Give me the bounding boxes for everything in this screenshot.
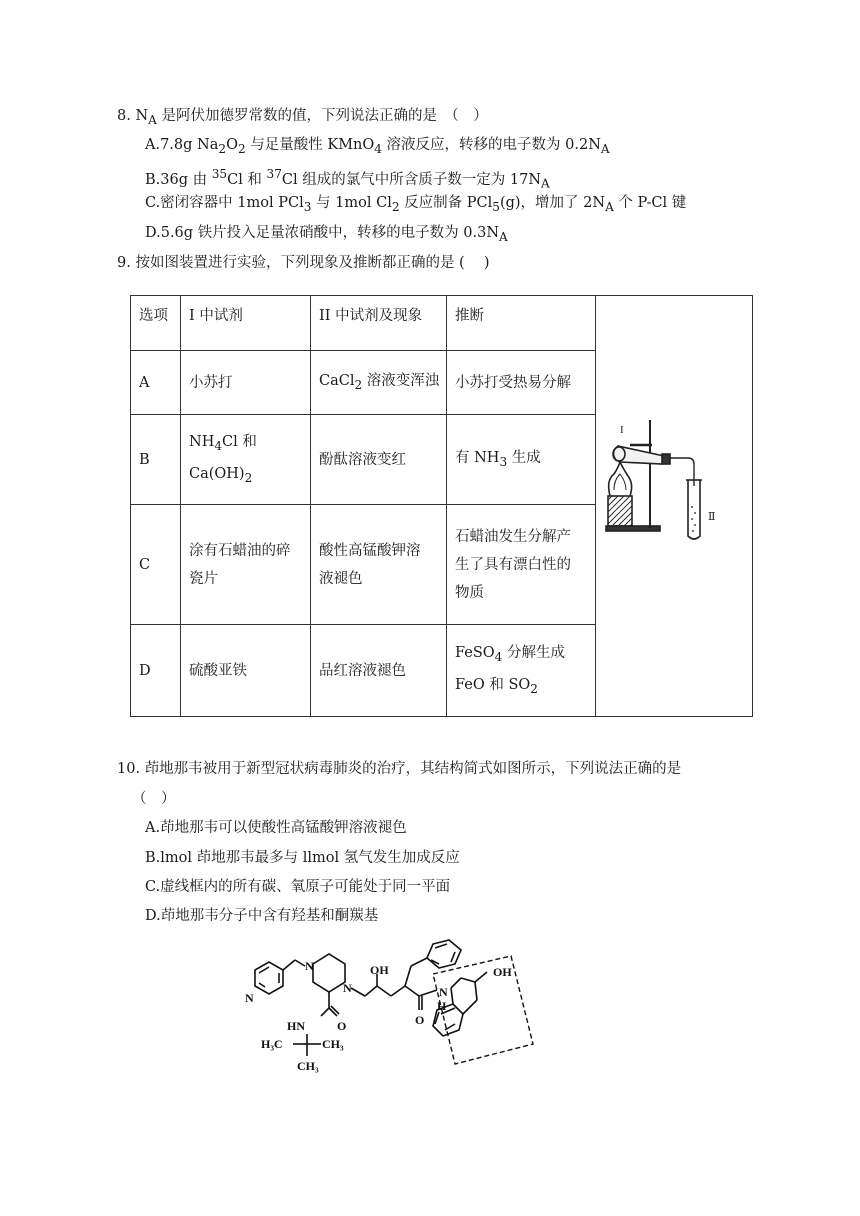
row-b-reagent-1: $NH_4Cl$ 和 $Ca(OH)_2$ xyxy=(181,415,311,505)
q10-stem-line1: 10. 茚地那韦被用于新型冠状病毒肺炎的治疗，其结构简式如图所示，下列说法正确的是 xyxy=(117,761,682,777)
row-c-option: C xyxy=(131,505,181,625)
label-o-amide1: O xyxy=(337,1019,347,1033)
row-d-inference: FeSO$_4$ 分解生成 FeO 和 $SO_2$ xyxy=(447,625,596,717)
delivery-tube xyxy=(670,458,694,486)
row-d-reagent-2: 品红溶液褪色 xyxy=(311,625,447,717)
q8-option-a: A.7.8g $Na_2O_2$ 与足量酸性 KMnO$_4$ 溶液反应，转移的电子数为 $0.2N_A$ xyxy=(145,137,610,156)
piperazine-ring xyxy=(313,954,345,992)
row-d-option: D xyxy=(131,625,181,717)
heating-apparatus-diagram xyxy=(600,420,725,545)
header-reagent-1: I 中试剂 xyxy=(181,296,311,351)
label-ch3-bottom: CH₃ xyxy=(297,1059,319,1073)
label-oh-chain: OH xyxy=(370,963,389,977)
row-b-inference: 有 $NH_3$ 生成 xyxy=(447,415,596,505)
label-ch3-right: CH₃ xyxy=(322,1037,344,1051)
header-option: 选项 xyxy=(131,296,181,351)
row-a-reagent-1: 小苏打 xyxy=(181,351,311,415)
q10-option-b: B.lmol 茚地那韦最多与 llmol 氢气发生加成反应 xyxy=(145,850,460,866)
label-tube-1: I xyxy=(620,424,624,436)
label-n-pyridine: N xyxy=(245,991,254,1005)
q8-stem: 8. $N_A$ 是阿伏加德罗常数的值，下列说法正确的是 （ ） xyxy=(117,108,488,127)
q10-stem-line2: （ ） xyxy=(132,791,176,807)
row-c-reagent-2: 酸性高锰酸钾溶 液褪色 xyxy=(311,505,447,625)
dashed-box xyxy=(433,956,533,1064)
label-h3c: H₃C xyxy=(261,1037,283,1051)
label-hn: HN xyxy=(287,1019,305,1033)
row-d-reagent-1: 硫酸亚铁 xyxy=(181,625,311,717)
label-tube-2: Ⅱ xyxy=(708,511,716,523)
label-o-amide2: O xyxy=(415,1013,425,1027)
test-tube-2 xyxy=(688,480,700,539)
label-n-piperazine-top: N xyxy=(305,959,314,973)
row-a-option: A xyxy=(131,351,181,415)
q8-option-b: B.36g 由 $^{35}$Cl 和 $^{37}$Cl 组成的氯气中所含质子数一定为 $17N_A$ xyxy=(145,167,550,191)
flame xyxy=(609,462,632,496)
q10-option-c: C.虚线框内的所有碳、氧原子可能处于同一平面 xyxy=(145,879,451,895)
header-inference: 推断 xyxy=(447,296,596,351)
row-c-reagent-1: 涂有石蜡油的碎 瓷片 xyxy=(181,505,311,625)
q10-option-d: D.茚地那韦分子中含有羟基和酮羰基 xyxy=(145,908,379,924)
indinavir-structure xyxy=(225,930,545,1080)
q8-option-c: C.密闭容器中 1mol PCl$_3$ 与 1mol $Cl_2$ 反应制备 PCl$_5$(g)，增加了 $2N_A$ 个 P-Cl 键 xyxy=(145,195,687,214)
row-b-reagent-2: 酚酞溶液变红 xyxy=(311,415,447,505)
q10-option-a: A.茚地那韦可以使酸性高锰酸钾溶液褪色 xyxy=(145,820,407,836)
q8-option-d: D.5.6g 铁片投入足量浓硝酸中，转移的电子数为 $0.3N_A$ xyxy=(145,225,508,244)
label-nh-n: N xyxy=(439,985,448,999)
row-a-reagent-2: CaCl$_2$ 溶液变浑浊 xyxy=(311,351,447,415)
q9-stem: 9. 按如图装置进行实验，下列现象及推断都正确的是 ( ) xyxy=(117,255,490,271)
row-c-inference: 石蜡油发生分解产 生了具有漂白性的 物质 xyxy=(447,505,596,625)
label-nh-h: H xyxy=(437,999,447,1013)
label-oh-indanol: OH xyxy=(493,965,512,979)
header-reagent-2: II 中试剂及现象 xyxy=(311,296,447,351)
row-a-inference: 小苏打受热易分解 xyxy=(447,351,596,415)
row-b-option: B xyxy=(131,415,181,505)
label-n-piperazine-right: N xyxy=(343,981,352,995)
